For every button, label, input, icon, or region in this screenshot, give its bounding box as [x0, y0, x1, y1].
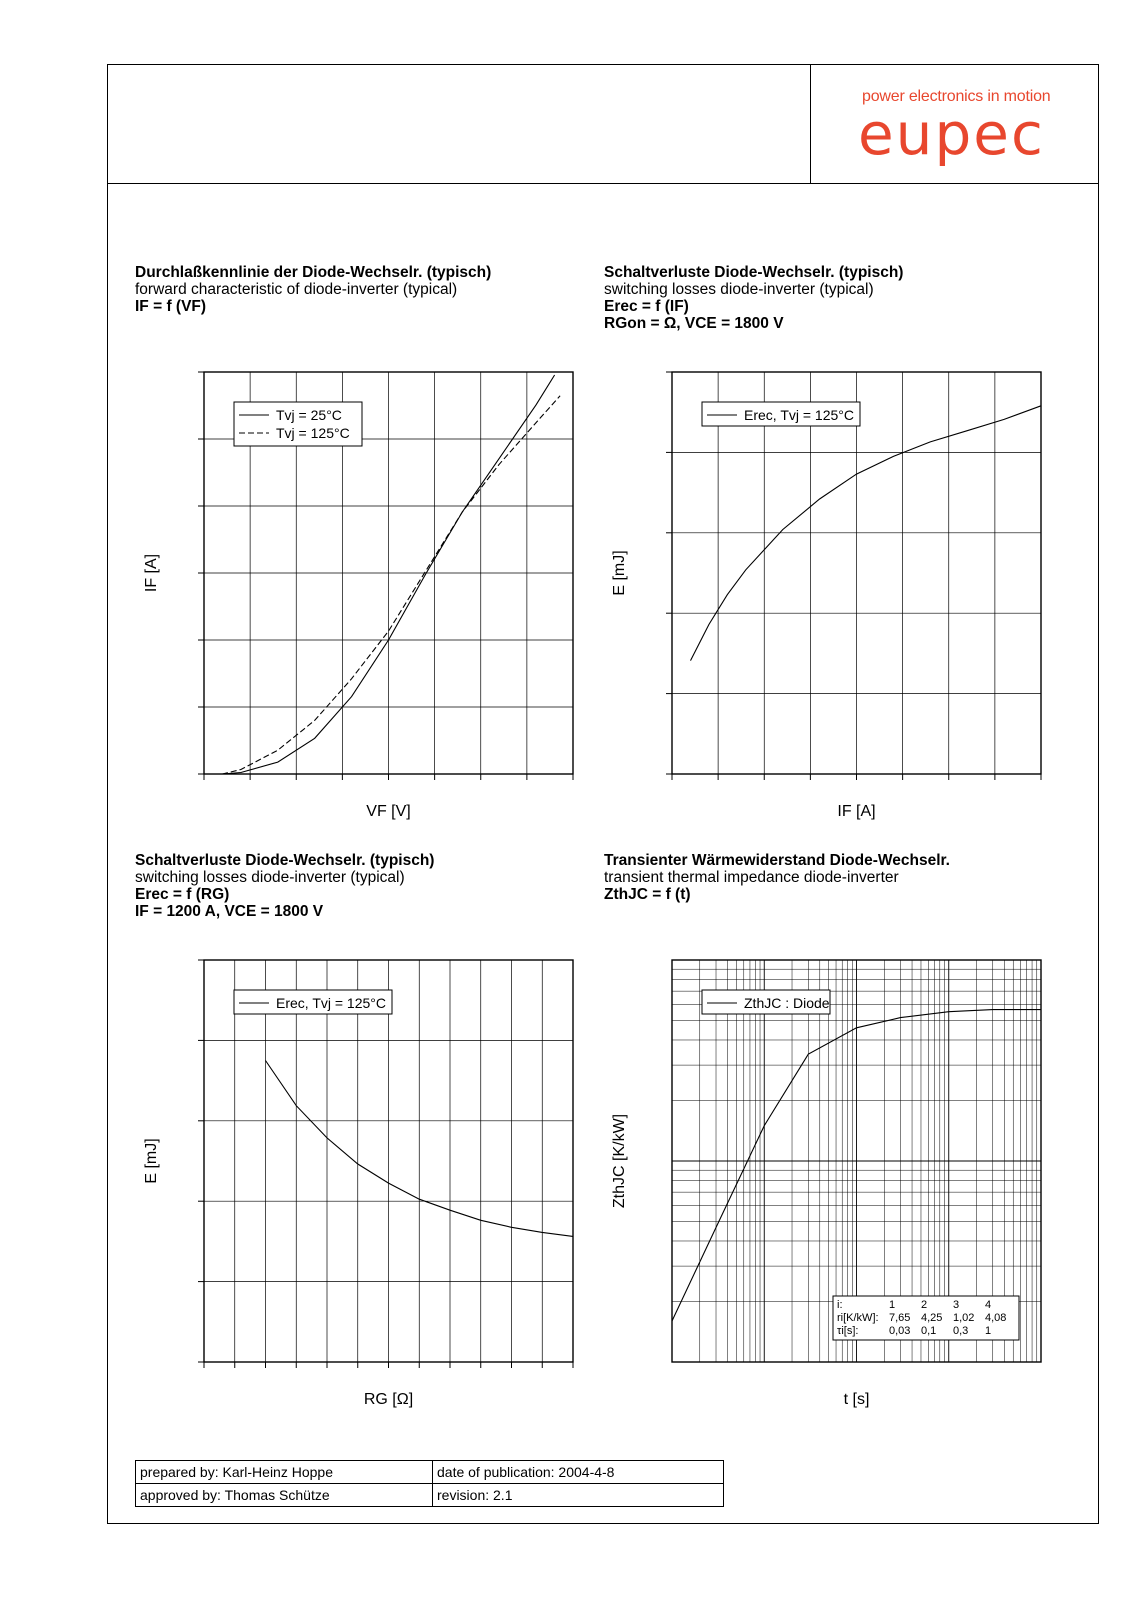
- table-cell: 0,03: [889, 1325, 911, 1337]
- thermal-parameter-table: [833, 1296, 1019, 1340]
- legend-entry: Erec, Tvj = 125°C: [276, 995, 386, 1011]
- brand-logo: eupec: [858, 100, 1045, 168]
- table-cell: 2: [921, 1299, 928, 1311]
- title-de: Durchlaßkennlinie der Diode-Wechselr. (typisch): [135, 264, 492, 281]
- header-divider-horizontal: [107, 183, 1099, 184]
- chart-title-zth: [604, 852, 950, 903]
- table-cell: 4: [985, 1299, 992, 1311]
- title-en: transient thermal impedance diode-inverter: [604, 869, 899, 886]
- table-cell: 3: [953, 1299, 960, 1311]
- date-of-publication: date of publication: 2004-4-8: [433, 1461, 724, 1484]
- grid: [666, 372, 1041, 780]
- chart-zth: [598, 958, 1058, 1418]
- legend-entry: Tvj = 25°C: [276, 407, 342, 423]
- y-axis-label: ZthJC [K/kW]: [611, 1113, 628, 1209]
- title-de: Schaltverluste Diode-Wechselr. (typisch): [604, 264, 904, 281]
- x-axis-label: RG [Ω]: [363, 1391, 414, 1408]
- y-axis-label: IF [A]: [143, 553, 160, 593]
- approved-by: approved by: Thomas Schütze: [136, 1484, 433, 1507]
- chart-title-erec-if: [604, 264, 903, 332]
- chart-forward: [130, 370, 590, 830]
- y-axis-label: E [mJ]: [611, 550, 628, 596]
- brand-tagline: power electronics in motion: [862, 88, 1051, 105]
- table-cell: 1: [889, 1299, 896, 1311]
- table-cell: τi[s]:: [837, 1325, 859, 1337]
- legend: [234, 402, 362, 446]
- legend-entry: Erec, Tvj = 125°C: [744, 407, 854, 423]
- table-cell: 1,02: [953, 1312, 975, 1324]
- footer-table: [135, 1460, 724, 1507]
- table-cell: ri[K/kW]:: [837, 1312, 879, 1324]
- formula: IF = f (VF): [135, 298, 207, 315]
- title-de: Schaltverluste Diode-Wechselr. (typisch): [135, 852, 435, 869]
- table-cell: 4,08: [985, 1312, 1007, 1324]
- legend: [234, 990, 392, 1014]
- x-axis-label: t [s]: [843, 1391, 870, 1408]
- chart-title-erec-rg: [135, 852, 434, 920]
- table-cell: 0,3: [953, 1325, 969, 1337]
- series-line-1: [691, 406, 1042, 661]
- formula: Erec = f (RG): [135, 886, 230, 903]
- title-en: forward characteristic of diode-inverter (typical): [135, 281, 458, 298]
- condition: RGon = Ω, VCE = 1800 V: [604, 315, 784, 332]
- x-axis-label: IF [A]: [837, 803, 876, 820]
- y-axis-label: E [mJ]: [143, 1138, 160, 1184]
- table-cell: 1: [985, 1325, 992, 1337]
- chart-erec-rg: [130, 958, 590, 1418]
- title-en: switching losses diode-inverter (typical): [604, 281, 874, 298]
- x-axis-label: VF [V]: [366, 803, 411, 820]
- prepared-by: prepared by: Karl-Heinz Hoppe: [136, 1461, 433, 1484]
- header-divider-vertical: [810, 64, 811, 184]
- chart-erec-if: [598, 370, 1058, 830]
- series-line-2: [204, 396, 560, 774]
- formula: Erec = f (IF): [604, 298, 689, 315]
- table-cell: 0,1: [921, 1325, 937, 1337]
- condition: IF = 1200 A, VCE = 1800 V: [135, 903, 324, 920]
- legend-entry: Tvj = 125°C: [276, 425, 350, 441]
- legend: [702, 990, 830, 1014]
- table-cell: 4,25: [921, 1312, 943, 1324]
- revision: revision: 2.1: [433, 1484, 724, 1507]
- legend: [702, 402, 860, 426]
- table-cell: i:: [837, 1299, 843, 1311]
- chart-title-forward: [135, 264, 491, 315]
- title-en: switching losses diode-inverter (typical): [135, 869, 405, 886]
- formula: ZthJC = f (t): [604, 886, 691, 903]
- grid: [198, 960, 573, 1368]
- table-cell: 7,65: [889, 1312, 911, 1324]
- legend-entry: ZthJC : Diode: [744, 995, 830, 1011]
- title-de: Transienter Wärmewiderstand Diode-Wechselr.: [604, 852, 950, 869]
